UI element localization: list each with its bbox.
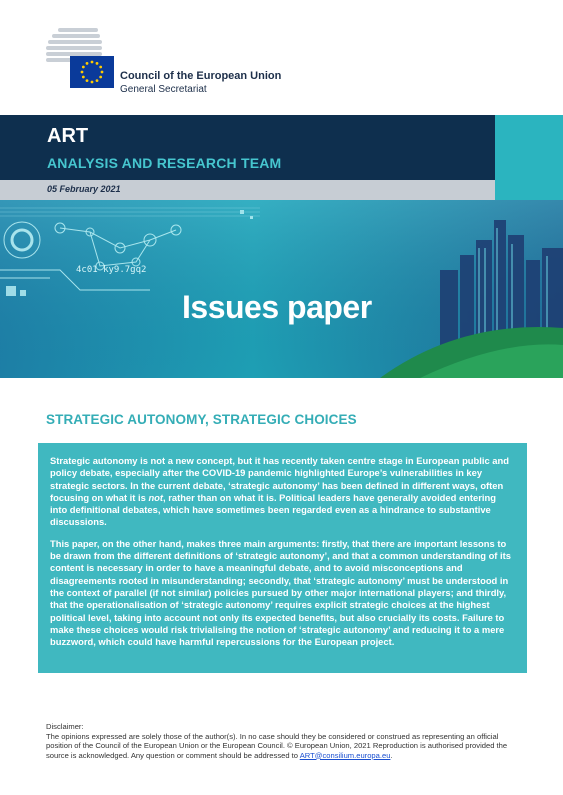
issues-paper-label: Issues paper <box>182 289 372 325</box>
council-name-line1: Council of the European Union <box>120 70 282 82</box>
abstract-p1-part-b: , rather than on what it is. Political leaders have generally avoided entering into definitional debates, which have sometimes been regarded even as a hindrance to substantive discussions. <box>50 491 496 528</box>
abstract-box <box>38 443 527 673</box>
disclaimer-body: The opinions expressed are solely those of the author(s). In no case should they be considered or construed as representing an official position of the Council of the European Union or the European Council. © European Union, 2021 Reproduction is authorised provided the source is acknowledged. Any question or comment should be addressed to <box>46 731 508 760</box>
banner-code-text: 4c01 ky9.7gq2 <box>76 265 147 275</box>
abstract-paragraph-1 <box>50 455 515 529</box>
header-accent <box>495 115 563 180</box>
council-name <box>120 70 281 96</box>
contact-email-link[interactable]: ART@consilium.europa.eu <box>299 750 391 760</box>
council-name-line2: General Secretariat <box>120 84 207 95</box>
disclaimer-end: . <box>390 750 393 760</box>
abstract-p1-part-a: Strategic autonomy is not a new concept, but it has recently taken centre stage in European public and policy debate, especially after the COVID-19 pandemic highlighted Europe’s vulnerabilities in key strategic sectors. In the current debate, ‘strategic autonomy’ has been defined in different ways, often focusing on what it is <box>50 455 509 503</box>
header-title: ART <box>47 125 89 147</box>
eu-flag-icon <box>70 56 114 88</box>
publication-date: 05 February 2021 <box>47 184 121 194</box>
abstract-paragraph-2: This paper, on the other hand, makes three main arguments: firstly, that there are important lessons to be drawn from the different definitions of ‘strategic autonomy’, and that a common understanding of its content is necessary in order to have a meaningful debate, and to avoid misconceptions and disagreements rooted in misunderstanding; secondly, that ‘strategic autonomy’ must be understood in the context of parallel (if not similar) policies pursued by other major international players; and thirdly, that the operationalisation of ‘strategic autonomy’ requires explicit strategic choices at the highest political level, taking into account not only its expected benefits, but also crucially its costs. Failure to make these choices would risk trivialising the notion of ‘strategic autonomy’ and reducing it to a mere buzzword, which could have harmful repercussions for the European project. <box>50 537 511 648</box>
disclaimer <box>46 722 516 760</box>
date-accent <box>495 180 563 200</box>
header-subtitle: ANALYSIS AND RESEARCH TEAM <box>47 155 282 171</box>
abstract-p1-emphasis: not <box>148 491 164 503</box>
disclaimer-heading: Disclaimer: <box>46 722 84 731</box>
page-title: STRATEGIC AUTONOMY, STRATEGIC CHOICES <box>46 412 357 427</box>
disclaimer-text <box>46 732 516 761</box>
